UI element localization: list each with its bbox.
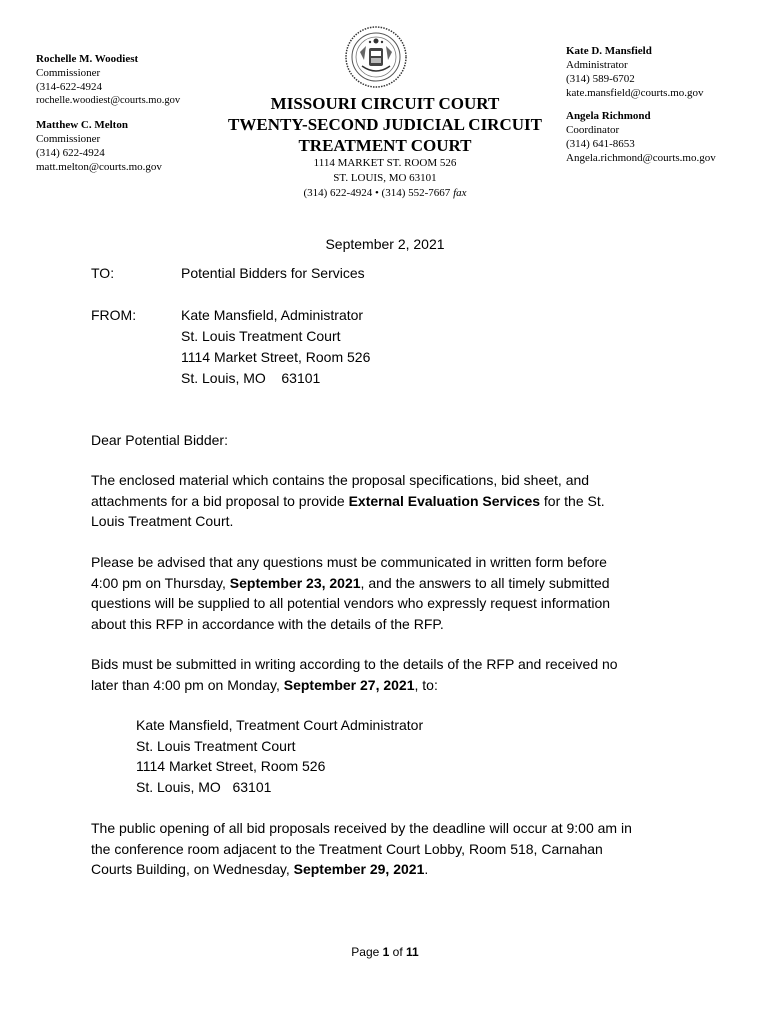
text-span: for the St. [540,492,605,509]
contact-block [36,118,180,174]
text-span: , and the answers to all timely submitted [360,574,610,591]
address-line: 1114 Market Street, Room 526 [136,758,326,774]
page-current: 1 [382,945,390,959]
paragraph-line: Louis Treatment Court. [91,513,234,529]
paragraph-3 [91,654,691,695]
text-span: 4:00 pm on Thursday, [91,574,230,591]
from-address [181,305,370,389]
paragraph-line: Bids must be submitted in writing according to the details of the RFP and received no [91,656,618,672]
paragraph-line: questions will be supplied to all potential vendors who expressly request information [91,595,611,611]
text-span: attachments for a bid proposal to provide [91,492,349,509]
address-line: St. Louis Treatment Court [136,737,296,754]
opening-date: September 29, 2021 [293,861,425,877]
page-number [0,945,770,959]
contact-email[interactable]: Angela.richmond@courts.mo.gov [566,152,716,164]
paragraph-line [91,491,691,512]
paragraph-line: Please be advised that any questions must be communicated in written form before [91,554,607,570]
service-name: External Evaluation Services [348,492,541,509]
paragraph-line [91,675,691,696]
from-line: St. Louis Treatment Court [181,328,341,344]
paragraph-line: The enclosed material which contains the proposal specifications, bid sheet, and [91,472,590,488]
court-phone-fax [200,186,570,201]
from-line: 1114 Market Street, Room 526 [181,349,371,365]
contact-phone: (314) 589-6702 [566,73,635,85]
submission-address [136,715,423,797]
contact-name: Rochelle M. Woodiest [36,53,139,65]
phone-numbers: (314) 622-4924 • (314) 552-7667 [303,187,451,199]
contact-phone: (314) 622-4924 [36,147,105,159]
paragraph-line: about this RFP in accordance with the details of the RFP. [91,615,444,632]
court-division-line: TREATMENT COURT [298,136,472,155]
contact-title: Commissioner [36,67,101,79]
paragraph-4 [91,818,691,880]
to-value: Potential Bidders for Services [181,265,365,281]
contact-name: Kate D. Mansfield [566,45,652,57]
paragraph-1 [91,470,691,532]
left-contacts [36,52,180,174]
contact-title: Coordinator [566,124,620,136]
contact-title: Commissioner [36,133,101,145]
of-word: of [392,945,403,959]
text-span: Courts Building, on Wednesday, [91,861,294,877]
right-contacts [566,44,716,165]
questions-deadline: September 23, 2021 [229,574,361,591]
contact-email[interactable]: matt.melton@courts.mo.gov [36,161,162,173]
paragraph-line: The public opening of all bid proposals received by the deadline will occur at 9:00 am in [91,820,632,836]
page-word: Page [351,945,380,959]
contact-phone: (314) 641-8653 [566,138,635,150]
contact-email[interactable]: rochelle.woodiest@courts.mo.gov [36,95,181,106]
from-line: St. Louis, MO 63101 [181,370,321,386]
court-seal-icon [344,24,408,90]
letter-date: September 2, 2021 [325,236,445,252]
contact-phone: (314-622-4924 [36,81,102,93]
bid-deadline: September 27, 2021 [283,676,415,693]
text-span: , to: [414,676,438,693]
paragraph-line [91,573,691,594]
paragraph-line: the conference room adjacent to the Treatment Court Lobby, Room 518, Carnahan [91,840,603,857]
text-span: later than 4:00 pm on Monday, [91,676,284,693]
contact-block [566,44,716,100]
paragraph-line [91,859,691,880]
court-circuit-line: TWENTY-SECOND JUDICIAL CIRCUIT [228,115,542,134]
court-address-city: ST. LOUIS, MO 63101 [333,172,437,184]
to-label: TO: [91,265,115,281]
text-span: . [424,861,429,877]
paragraph-2 [91,552,691,634]
from-line: Kate Mansfield, Administrator [181,307,364,323]
contact-block [36,52,180,108]
address-line: Kate Mansfield, Treatment Court Administrator [136,717,424,733]
contact-block [566,109,716,165]
contact-name: Matthew C. Melton [36,119,128,131]
court-address-street: 1114 MARKET ST. ROOM 526 [313,157,457,169]
contact-email[interactable]: kate.mansfield@courts.mo.gov [566,87,704,99]
contact-title: Administrator [566,59,628,71]
contact-name: Angela Richmond [566,110,651,122]
court-name-line: MISSOURI CIRCUIT COURT [270,94,500,113]
court-header [200,93,570,201]
address-line: St. Louis, MO 63101 [136,778,272,795]
page-total: 11 [406,945,419,959]
fax-label: fax [453,187,467,199]
salutation: Dear Potential Bidder: [91,432,228,448]
from-label: FROM: [91,307,137,323]
